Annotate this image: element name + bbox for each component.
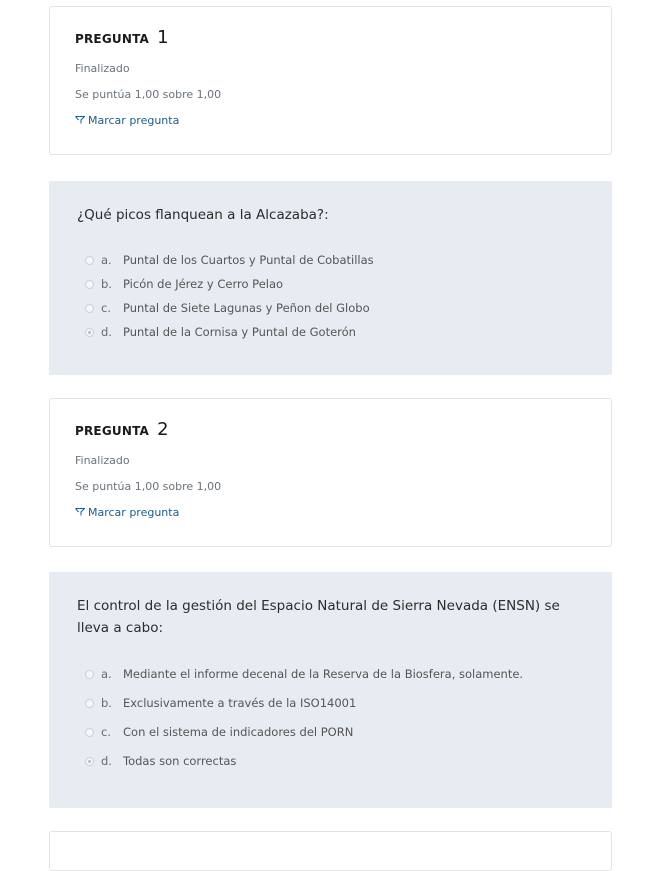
- flag-icon: [75, 507, 85, 517]
- answer-label: Puntal de Siete Lagunas y Peñon del Globo: [123, 301, 370, 315]
- answer-label: Puntal de la Cornisa y Puntal de Goterón: [123, 325, 356, 339]
- answer-label: Todas son correctas: [123, 754, 237, 768]
- question-2-content: [49, 572, 612, 808]
- answer-option-a[interactable]: a. Puntal de los Cuartos y Puntal de Cobatillas: [85, 253, 374, 267]
- answer-option-d[interactable]: d. Todas son correctas: [85, 754, 236, 768]
- question-text: ¿Qué picos flanquean a la Alcazaba?:: [77, 207, 329, 223]
- question-title: [75, 421, 169, 439]
- answer-option-b[interactable]: b. Picón de Jérez y Cerro Pelao: [85, 277, 283, 291]
- question-label: PREGUNTA: [75, 32, 150, 46]
- flag-question-link[interactable]: [75, 114, 179, 127]
- radio-button[interactable]: [85, 699, 94, 708]
- question-grade: Se puntúa 1,00 sobre 1,00: [75, 480, 222, 493]
- question-text: El control de la gestión del Espacio Natural de Sierra Nevada (ENSN) se lleva a cabo:: [77, 598, 560, 636]
- question-state: Finalizado: [75, 62, 130, 75]
- answer-label: Mediante el informe decenal de la Reserva de la Biosfera, solamente.: [123, 667, 524, 681]
- flag-question-link[interactable]: [75, 506, 179, 519]
- flag-question-label: Marcar pregunta: [88, 506, 180, 519]
- question-label: PREGUNTA: [75, 424, 150, 438]
- question-3-info: [49, 831, 612, 871]
- answer-option-d[interactable]: d. Puntal de la Cornisa y Puntal de Goterón: [85, 325, 356, 339]
- question-number: 2: [157, 419, 169, 440]
- radio-button[interactable]: [85, 280, 94, 289]
- question-number: 1: [157, 27, 169, 48]
- question-1-content: [49, 181, 612, 375]
- answer-option-a[interactable]: a. Mediante el informe decenal de la Reserva de la Biosfera, solamente.: [85, 667, 523, 681]
- flag-question-label: Marcar pregunta: [88, 114, 180, 127]
- answer-label: Exclusivamente a través de la ISO14001: [123, 696, 357, 710]
- radio-button-selected[interactable]: [85, 757, 94, 766]
- flag-icon: [75, 115, 85, 125]
- question-title: [75, 29, 169, 47]
- radio-button[interactable]: [85, 728, 94, 737]
- question-2-info: [49, 398, 612, 547]
- answer-label: Picón de Jérez y Cerro Pelao: [123, 277, 284, 291]
- answer-label: Puntal de los Cuartos y Puntal de Cobatillas: [123, 253, 374, 267]
- question-grade: Se puntúa 1,00 sobre 1,00: [75, 88, 222, 101]
- answer-option-c[interactable]: c. Puntal de Siete Lagunas y Peñon del Globo: [85, 301, 370, 315]
- answer-label: Con el sistema de indicadores del PORN: [123, 725, 354, 739]
- answer-option-b[interactable]: b. Exclusivamente a través de la ISO14001: [85, 696, 356, 710]
- radio-button-selected[interactable]: [85, 328, 94, 337]
- question-state: Finalizado: [75, 454, 130, 467]
- radio-button[interactable]: [85, 670, 94, 679]
- answer-option-c[interactable]: c. Con el sistema de indicadores del PORN: [85, 725, 353, 739]
- question-1-info: [49, 6, 612, 155]
- radio-button[interactable]: [85, 256, 94, 265]
- radio-button[interactable]: [85, 304, 94, 313]
